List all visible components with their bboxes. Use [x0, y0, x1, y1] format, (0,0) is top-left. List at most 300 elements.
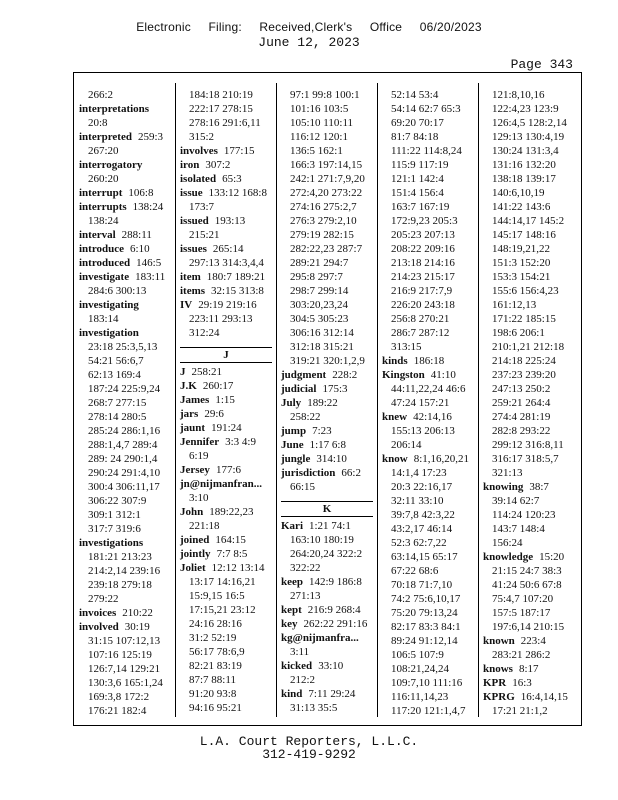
page-refs-continued: 131:16 132:20: [492, 159, 556, 171]
index-entry: [483, 676, 579, 690]
page-refs: 7:11 29:24: [308, 688, 356, 700]
letter-heading: J: [180, 347, 272, 363]
page-refs: 133:12 168:8: [208, 187, 267, 199]
page-refs-continued: 54:21 56:6,7: [88, 355, 144, 367]
index-entry: [382, 452, 478, 466]
page-refs-continued: 140:6,10,19: [492, 187, 545, 199]
page-refs-continued: 157:5 187:17: [492, 607, 551, 619]
index-term: investigations: [79, 537, 144, 549]
page-refs-continued: 309:1 312:1: [88, 509, 141, 521]
index-entry: [180, 393, 276, 407]
page-refs-continued: 31:2 52:19: [189, 632, 237, 644]
index-term: KPRG: [483, 691, 515, 703]
page-refs: 223:4: [520, 635, 546, 647]
page-refs: 189:22,23: [209, 506, 254, 518]
page-refs: 1:21 74:1: [309, 520, 351, 532]
index-term: investigation: [79, 327, 139, 339]
index-term: J.K: [180, 380, 197, 392]
index-entry: [281, 659, 377, 673]
page-refs-continued: 289:21 294:7: [290, 257, 349, 269]
index-entry: [180, 186, 276, 200]
index-term: isolated: [180, 173, 217, 185]
page-refs-continued: 148:19,21,22: [492, 243, 551, 255]
page-refs-continued: 82:21 83:19: [189, 660, 242, 672]
page-refs-continued: 312:24: [189, 327, 220, 339]
page-refs-continued: 239:18 279:18: [88, 579, 152, 591]
index-term: July: [281, 397, 302, 409]
index-entry: [79, 326, 175, 340]
index-term: jurisdiction: [281, 467, 336, 479]
page-refs: 183:11: [135, 271, 166, 283]
page-refs-continued: 299:12 316:8,11: [492, 439, 564, 451]
page-refs-continued: 166:3 197:14,15: [290, 159, 363, 171]
page-refs-continued: 272:4,20 273:22: [290, 187, 363, 199]
page-refs-continued: 315:2: [189, 131, 215, 143]
index-term: investigate: [79, 271, 130, 283]
index-term: kind: [281, 688, 303, 700]
page-refs-continued: 15:9,15 16:5: [189, 590, 245, 602]
page-refs: 138:24: [132, 201, 164, 213]
index-entry: [180, 547, 276, 561]
page-refs-continued: 321:13: [492, 467, 523, 479]
page-refs-continued: 13:17 14:16,21: [189, 576, 256, 588]
page-refs-continued: 163:10 180:19: [290, 534, 354, 546]
page-refs-continued: 215:21: [189, 229, 220, 241]
index-entry: [180, 365, 276, 379]
page-refs-continued: 151:4 156:4: [391, 187, 444, 199]
page-refs-continued: 173:7: [189, 201, 215, 213]
footer-phone: 312-419-9292: [262, 747, 356, 762]
index-entry: [79, 200, 175, 214]
page-refs-continued: 66:15: [290, 481, 316, 493]
index-term: jointly: [180, 548, 211, 560]
page-refs-continued: 21:15 24:7 38:3: [492, 565, 562, 577]
page-refs-continued: 3:10: [189, 492, 209, 504]
page-refs-continued: 101:16 103:5: [290, 103, 349, 115]
page-refs-continued: 91:20 93:8: [189, 688, 237, 700]
index-entry: [483, 662, 579, 676]
index-term: involved: [79, 621, 119, 633]
index-term: key: [281, 618, 298, 630]
page-refs-continued: 111:22 114:8,24: [391, 145, 462, 157]
page-refs: 175:3: [322, 383, 348, 395]
index-term: kg@nijmanfra...: [281, 632, 359, 644]
page-refs-continued: 23:18 25:3,5,13: [88, 341, 158, 353]
page-refs-continued: 115:9 117:19: [391, 159, 449, 171]
index-term: interpretations: [79, 103, 150, 115]
filing-word-1: Electronic: [136, 20, 191, 34]
page-refs: 8:1,16,20,21: [413, 453, 469, 465]
index-term: Kari: [281, 520, 303, 532]
index-term: jump: [281, 425, 307, 437]
page-refs-continued: 247:13 250:2: [492, 383, 551, 395]
page-refs-continued: 258:22: [290, 411, 321, 423]
index-column-1: [79, 88, 175, 718]
page-refs: 6:10: [130, 243, 150, 255]
index-entry: [180, 533, 276, 547]
index-term: jaunt: [180, 422, 206, 434]
index-term: kicked: [281, 660, 313, 672]
page-refs-continued: 205:23 207:13: [391, 229, 455, 241]
page-refs-continued: 129:13 130:4,19: [492, 131, 565, 143]
page-refs-continued: 266:2: [88, 89, 114, 101]
page-refs: 259:3: [137, 131, 164, 143]
page-refs-continued: 226:20 243:18: [391, 299, 455, 311]
page-refs-continued: 20:8: [88, 117, 108, 129]
index-term: jars: [180, 408, 199, 420]
filing-header: [0, 20, 618, 34]
page-refs: 216:9 268:4: [307, 604, 361, 616]
index-entry: [180, 421, 276, 435]
page-refs: 1:17 6:8: [309, 439, 346, 451]
page-refs: 65:3: [222, 173, 242, 185]
page-refs-continued: 126:7,14 129:21: [88, 663, 161, 675]
page-refs: 146:5: [136, 257, 162, 269]
column-divider: [377, 83, 378, 717]
page-refs: 265:14: [212, 243, 244, 255]
page-refs-continued: 39:7,8 42:3,22: [391, 509, 455, 521]
page-refs-continued: 237:23 239:20: [492, 369, 556, 381]
page-refs-continued: 155:6 156:4,23: [492, 285, 559, 297]
page-refs-continued: 297:13 314:3,4,4: [189, 257, 264, 269]
index-term: invoices: [79, 607, 117, 619]
page-refs-continued: 114:24 120:23: [492, 509, 556, 521]
page-refs: 66:2: [341, 467, 361, 479]
page-refs-continued: 208:22 209:16: [391, 243, 455, 255]
page-refs-continued: 319:21 320:1,2,9: [290, 355, 365, 367]
index-entry: [281, 438, 377, 452]
page-refs-continued: 284:6 300:13: [88, 285, 147, 297]
index-entry: [180, 463, 276, 477]
page-refs-continued: 106:5 107:9: [391, 649, 444, 661]
index-entry: [483, 634, 579, 648]
page-refs-continued: 213:18 214:16: [391, 257, 455, 269]
index-entry: [382, 410, 478, 424]
page-refs-continued: 31:15 107:12,13: [88, 635, 161, 647]
page-refs: 16:4,14,15: [520, 691, 568, 703]
page-refs: 314:10: [316, 453, 347, 465]
page-refs-continued: 176:21 182:4: [88, 705, 147, 717]
page-refs-continued: 116:11,14,23: [391, 691, 449, 703]
index-entry: [382, 354, 478, 368]
index-entry: [79, 158, 175, 172]
index-entry: [180, 435, 276, 449]
index-entry: [180, 144, 276, 158]
page-refs-continued: 107:16 125:19: [88, 649, 152, 661]
page-refs: 258:21: [191, 366, 223, 378]
page-refs-continued: 264:20,24 322:2: [290, 548, 363, 560]
index-term: items: [180, 285, 206, 297]
column-divider: [478, 83, 479, 717]
page-refs-continued: 198:6 206:1: [492, 327, 545, 339]
index-term: involves: [180, 145, 218, 157]
page-refs: 307:2: [205, 159, 231, 171]
index-term: interval: [79, 229, 116, 241]
index-entry: [180, 298, 276, 312]
page-refs: 210:22: [122, 607, 153, 619]
page-refs-continued: 141:22 143:6: [492, 201, 551, 213]
page-refs-continued: 303:20,23,24: [290, 299, 349, 311]
page-refs-continued: 70:18 71:7,10: [391, 579, 453, 591]
page-refs-continued: 290:24 291:4,10: [88, 467, 161, 479]
page-refs-continued: 81:7 84:18: [391, 131, 439, 143]
page-refs: 191:24: [211, 422, 242, 434]
page-refs-continued: 138:18 139:17: [492, 173, 556, 185]
page-refs-continued: 289: 24 290:1,4: [88, 453, 158, 465]
page-refs-continued: 75:4,7 107:20: [492, 593, 554, 605]
page-refs-continued: 214:23 215:17: [391, 271, 455, 283]
page-refs-continued: 313:15: [391, 341, 422, 353]
page-refs-continued: 109:7,10 111:16: [391, 677, 463, 689]
index-term: KPR: [483, 677, 507, 689]
page-refs-continued: 242:1 271:7,9,20: [290, 173, 365, 185]
page-refs-continued: 39:14 62:7: [492, 495, 540, 507]
index-term: issued: [180, 215, 209, 227]
footer-company: L.A. Court Reporters, L.L.C.: [199, 734, 419, 749]
index-term: jungle: [281, 453, 311, 465]
page-refs-continued: 184:18 210:19: [189, 89, 253, 101]
page-refs-continued: 288:1,4,7 289:4: [88, 439, 158, 451]
index-term: James: [180, 394, 210, 406]
index-entry: [382, 368, 478, 382]
index-entry: [281, 368, 377, 382]
page-refs: 3:3 4:9: [225, 436, 256, 448]
page-refs: 33:10: [318, 660, 344, 672]
index-term: Kingston: [382, 369, 425, 381]
index-column-4: [382, 88, 478, 718]
page-refs: 193:13: [214, 215, 246, 227]
index-term: judicial: [281, 383, 317, 395]
page-refs: 15:20: [539, 551, 565, 563]
page-refs-continued: 94:16 95:21: [189, 702, 242, 714]
page-refs-continued: 145:17 148:16: [492, 229, 556, 241]
page-refs-continued: 155:13 206:13: [391, 425, 455, 437]
spacer: [281, 494, 377, 499]
page-refs-continued: 41:24 50:6 67:8: [492, 579, 562, 591]
page-refs: 288:11: [121, 229, 152, 241]
page-refs-continued: 20:3 22:16,17: [391, 481, 453, 493]
page-refs-continued: 126:4,5 128:2,14: [492, 117, 567, 129]
index-term: introduced: [79, 257, 131, 269]
page-refs: 16:3: [512, 677, 532, 689]
page-refs: 180:7 189:21: [206, 271, 266, 283]
index-entry: [79, 228, 175, 242]
page-refs: 186:18: [413, 355, 445, 367]
index-entry: [483, 690, 579, 704]
page-refs-continued: 306:16 312:14: [290, 327, 354, 339]
page-refs-continued: 97:1 99:8 100:1: [290, 89, 360, 101]
page-refs-continued: 268:7 277:15: [88, 397, 147, 409]
index-entry: [180, 379, 276, 393]
index-term: issues: [180, 243, 207, 255]
page-refs-continued: 278:16 291:6,11: [189, 117, 261, 129]
page-refs: 41:10: [430, 369, 456, 381]
index-entry: [281, 603, 377, 617]
index-entry: [180, 505, 276, 519]
page-refs-continued: 278:14 280:5: [88, 411, 147, 423]
index-column-3: [281, 88, 377, 715]
page-refs: 12:12 13:14: [211, 562, 265, 574]
page-refs-continued: 197:6,14 210:15: [492, 621, 565, 633]
index-entry: [281, 382, 377, 396]
index-term: keep: [281, 576, 303, 588]
page-refs-continued: 161:12,13: [492, 299, 537, 311]
page-refs-continued: 216:9 217:7,9: [391, 285, 453, 297]
filing-word-3: Received,Clerk's: [259, 20, 353, 34]
page-refs-continued: 259:21 264:4: [492, 397, 551, 409]
page-refs-continued: 31:13 35:5: [290, 702, 338, 714]
page-refs-continued: 267:20: [88, 145, 119, 157]
index-entry: [281, 396, 377, 410]
page-refs-continued: 156:24: [492, 537, 523, 549]
page-refs-continued: 121:8,10,16: [492, 89, 545, 101]
index-entry: [281, 617, 377, 631]
page-refs-continued: 63:14,15 65:17: [391, 551, 458, 563]
page-refs: 29:19 219:16: [198, 299, 257, 311]
page-refs-continued: 206:14: [391, 439, 422, 451]
page-refs-continued: 14:1,4 17:23: [391, 467, 447, 479]
page-refs-continued: 260:20: [88, 173, 119, 185]
index-entry: [180, 284, 276, 298]
index-entry: [180, 158, 276, 172]
page-refs-continued: 121:1 142:4: [391, 173, 444, 185]
page-refs: 177:15: [223, 145, 255, 157]
page-refs-continued: 312:18 315:21: [290, 341, 354, 353]
index-term: interrupts: [79, 201, 127, 213]
page-refs-continued: 279:22: [88, 593, 119, 605]
page-refs-continued: 187:24 225:9,24: [88, 383, 161, 395]
index-entry: [180, 270, 276, 284]
index-term: interrupt: [79, 187, 123, 199]
page-refs-continued: 285:24 286:1,16: [88, 425, 161, 437]
index-term: knowing: [483, 481, 524, 493]
page-refs-continued: 171:22 185:15: [492, 313, 556, 325]
page-refs-continued: 17:21 21:1,2: [492, 705, 548, 717]
index-term: Joliet: [180, 562, 206, 574]
page-refs-continued: 89:24 91:12,14: [391, 635, 458, 647]
page-refs-continued: 62:13 169:4: [88, 369, 141, 381]
page-refs-continued: 144:14,17 145:2: [492, 215, 565, 227]
page-refs-continued: 279:19 282:15: [290, 229, 354, 241]
page-refs: 7:7 8:5: [216, 548, 248, 560]
page-refs-continued: 56:17 78:6,9: [189, 646, 245, 658]
page-refs: 30:19: [124, 621, 150, 633]
index-term: knows: [483, 663, 513, 675]
page-refs-continued: 82:17 83:3 84:1: [391, 621, 461, 633]
index-entry: [281, 687, 377, 701]
page-refs: 106:8: [128, 187, 154, 199]
page-refs-continued: 6:19: [189, 450, 209, 462]
index-entry: [79, 130, 175, 144]
index-term: J: [180, 366, 186, 378]
page-refs-continued: 143:7 148:4: [492, 523, 545, 535]
page-refs-continued: 276:3 279:2,10: [290, 215, 357, 227]
page-refs-continued: 214:2,14 239:16: [88, 565, 161, 577]
page-refs: 1:15: [215, 394, 235, 406]
page-refs: 8:17: [518, 663, 539, 675]
index-term: investigating: [79, 299, 139, 311]
index-entry: [79, 620, 175, 634]
page-refs-continued: 54:14 62:7 65:3: [391, 103, 461, 115]
page-refs-continued: 316:17 318:5,7: [492, 453, 559, 465]
page-refs-continued: 74:2 75:6,10,17: [391, 593, 461, 605]
index-term: jn@nijmanfran...: [180, 478, 263, 490]
page-refs-continued: 136:5 162:1: [290, 145, 343, 157]
page-refs-continued: 32:11 33:10: [391, 495, 444, 507]
spacer: [180, 340, 276, 345]
transcript-date: June 12, 2023: [258, 35, 360, 50]
page-refs-continued: 274:4 281:19: [492, 411, 551, 423]
page-refs-continued: 153:3 154:21: [492, 271, 551, 283]
page-refs-continued: 298:7 299:14: [290, 285, 349, 297]
index-entry: [281, 452, 377, 466]
page-refs-continued: 130:3,6 165:1,24: [88, 677, 163, 689]
page-refs: 42:14,16: [413, 411, 452, 423]
index-term: joined: [180, 534, 210, 546]
index-entry: [79, 270, 175, 284]
page-refs-continued: 210:1,21 212:18: [492, 341, 565, 353]
index-entry: [79, 102, 175, 116]
index-term: kinds: [382, 355, 408, 367]
page-refs-continued: 300:4 306:11,17: [88, 481, 160, 493]
index-entry: [180, 561, 276, 575]
page-refs-continued: 221:18: [189, 520, 220, 532]
page-refs: 164:15: [215, 534, 246, 546]
page-refs-continued: 138:24: [88, 215, 119, 227]
page-refs-continued: 214:18 225:24: [492, 355, 556, 367]
page-refs-continued: 52:3 62:7,22: [391, 537, 447, 549]
index-entry: [79, 298, 175, 312]
index-entry: [79, 606, 175, 620]
page-refs-continued: 274:16 275:2,7: [290, 201, 357, 213]
page-refs: 189:22: [307, 397, 338, 409]
index-term: interpreted: [79, 131, 132, 143]
page-refs-continued: 172:9,23 205:3: [391, 215, 458, 227]
filing-word-4: Office: [369, 20, 403, 34]
index-term: item: [180, 271, 201, 283]
page-refs: 142:9 186:8: [309, 576, 362, 588]
page-refs-continued: 47:24 157:21: [391, 397, 450, 409]
index-entry: [79, 256, 175, 270]
page-number: Page 343: [510, 57, 573, 72]
index-column-5: [483, 88, 579, 718]
index-entry: [79, 186, 175, 200]
index-term: kept: [281, 604, 302, 616]
index-term: June: [281, 439, 304, 451]
page-refs-continued: 67:22 68:6: [391, 565, 439, 577]
index-term: judgment: [281, 369, 327, 381]
page-refs-continued: 108:21,24,24: [391, 663, 450, 675]
page-refs: 7:23: [312, 425, 332, 437]
index-term: interrogatory: [79, 159, 143, 171]
page-refs: 32:15 313:8: [211, 285, 264, 297]
index-entry: [180, 407, 276, 421]
page-refs-continued: 222:17 278:15: [189, 103, 253, 115]
page-refs-continued: 122:4,23 123:9: [492, 103, 559, 115]
index-entry: [483, 550, 579, 564]
index-term: knowledge: [483, 551, 534, 563]
page-refs-continued: 151:3 152:20: [492, 257, 551, 269]
column-divider: [175, 83, 176, 717]
index-term: know: [382, 453, 408, 465]
page-refs-continued: 282:8 293:22: [492, 425, 551, 437]
index-term: IV: [180, 299, 193, 311]
page-refs-continued: 256:8 270:21: [391, 313, 450, 325]
page-refs: 177:6: [215, 464, 241, 476]
index-entry: [281, 519, 377, 533]
page-refs-continued: 286:7 287:12: [391, 327, 450, 339]
page-refs-continued: 163:7 167:19: [391, 201, 450, 213]
